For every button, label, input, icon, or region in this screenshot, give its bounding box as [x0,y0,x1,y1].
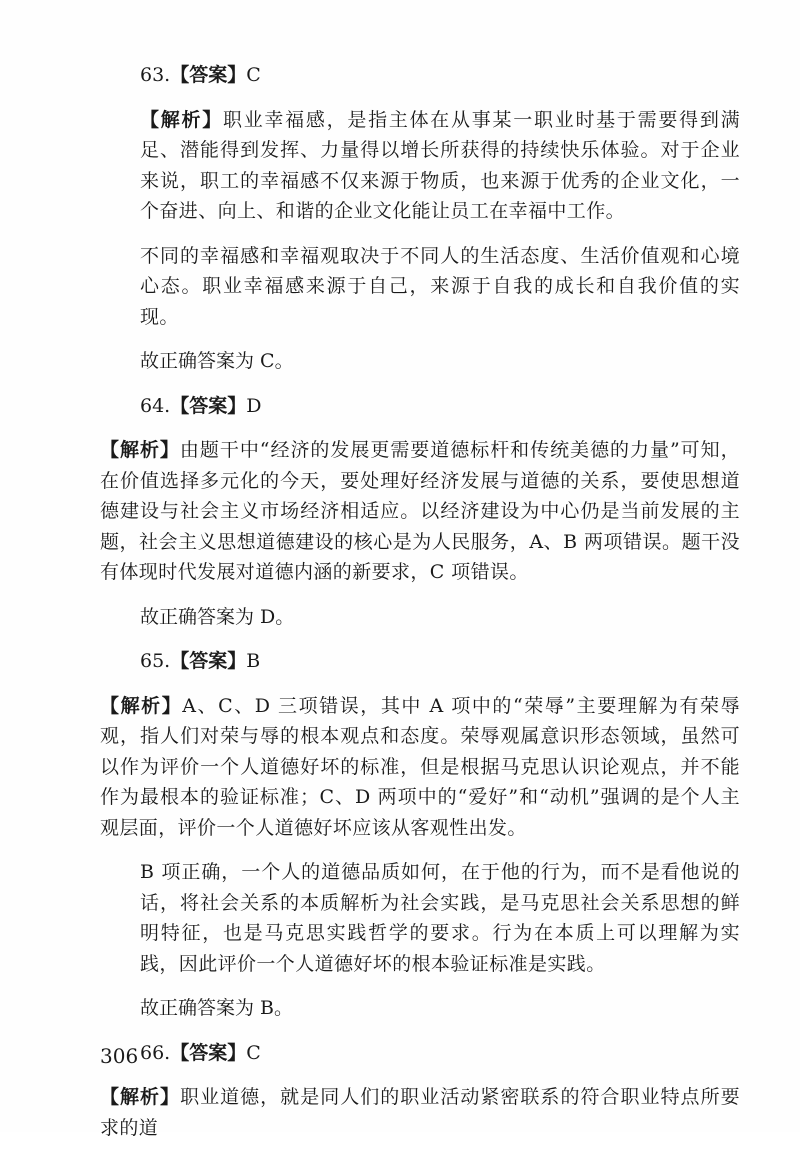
answer-letter: B [246,650,261,672]
answer-letter: C [246,1041,261,1064]
analysis-tag: 【解析】 [100,694,183,717]
conclusion-64: 故正确答案为 D。 [140,605,295,628]
answer-line-65 [100,646,740,677]
answer-tag: 【答案】 [170,650,247,672]
answer-letter: D [246,394,262,417]
answer-tag: 【答案】 [170,64,247,86]
page-content [100,60,740,1157]
analysis-paragraph: 【解析】职业道德，就是同人们的职业活动紧密联系的符合职业特点所要求的道 [100,1086,740,1139]
conclusion-63: 故正确答案为 C。 [140,350,294,372]
answer-line-63 [100,60,740,91]
analysis-paragraph: 【解析】由题干中“经济的发展更需要道德标杆和传统美德的力量”可知，在价值选择多元化的今天，要处理好经济发展与道德的关系，要使思想道德建设与社会主义市场经济相适应。以经济建设为中心仍是当前发展的主题，社会主义思想道德建设的核心是为人民服务，A、B 两项错误。题干没有体现时代发展对道德内涵的新要求，C 项错误。 [100,439,740,583]
answer-line-64 [100,391,740,422]
question-number: 66. [140,1041,171,1064]
answer-line-66 [100,1038,740,1069]
answer-tag: 【答案】 [170,1041,247,1064]
question-number: 65. [140,650,171,672]
conclusion-65: 故正确答案为 B。 [140,997,294,1019]
analysis-tag: 【解析】 [100,1086,181,1108]
analysis-tag: 【解析】 [100,439,180,461]
question-number: 63. [140,64,171,86]
analysis-tag: 【解析】 [140,108,223,131]
analysis-paragraph: 【解析】A、C、D 三项错误，其中 A 项中的“荣辱”主要理解为有荣辱观，指人们对荣与辱的根本观点和态度。荣辱观属意识形态领域，虽然可以作为评价一个人道德好坏的标准，但是根据马克思认识论观点，并不能作为最根本的验证标准；C、D 两项中的“爱好”和“动机”强调的是个人主观层面，评价一个人道德好坏应该从客观性出发。 [100,694,740,839]
answer-tag: 【答案】 [170,394,247,417]
page-number: 306 [100,1044,139,1068]
answer-letter: C [246,64,261,86]
analysis-paragraph: B 项正确，一个人的道德品质如何，在于他的行为，而不是看他说的话，将社会关系的本质解析为社会实践，是马克思社会关系思想的鲜明特征，也是马克思实践哲学的要求。行为在本质上可以理解为实践，因此评价一个人道德好坏的根本验证标准是实践。 [140,861,740,975]
question-number: 64. [140,394,171,417]
analysis-paragraph: 不同的幸福感和幸福观取决于不同人的生活态度、生活价值观和心境心态。职业幸福感来源于自己，来源于自我的成长和自我价值的实现。 [140,244,740,328]
analysis-paragraph: 【解析】职业幸福感，是指主体在从事某一职业时基于需要得到满足、潜能得到发挥、力量得以增长所获得的持续快乐体验。对于企业来说，职工的幸福感不仅来源于物质，也来源于优秀的企业文化，一个奋进、向上、和谐的企业文化能让员工在幸福中工作。 [140,108,740,222]
